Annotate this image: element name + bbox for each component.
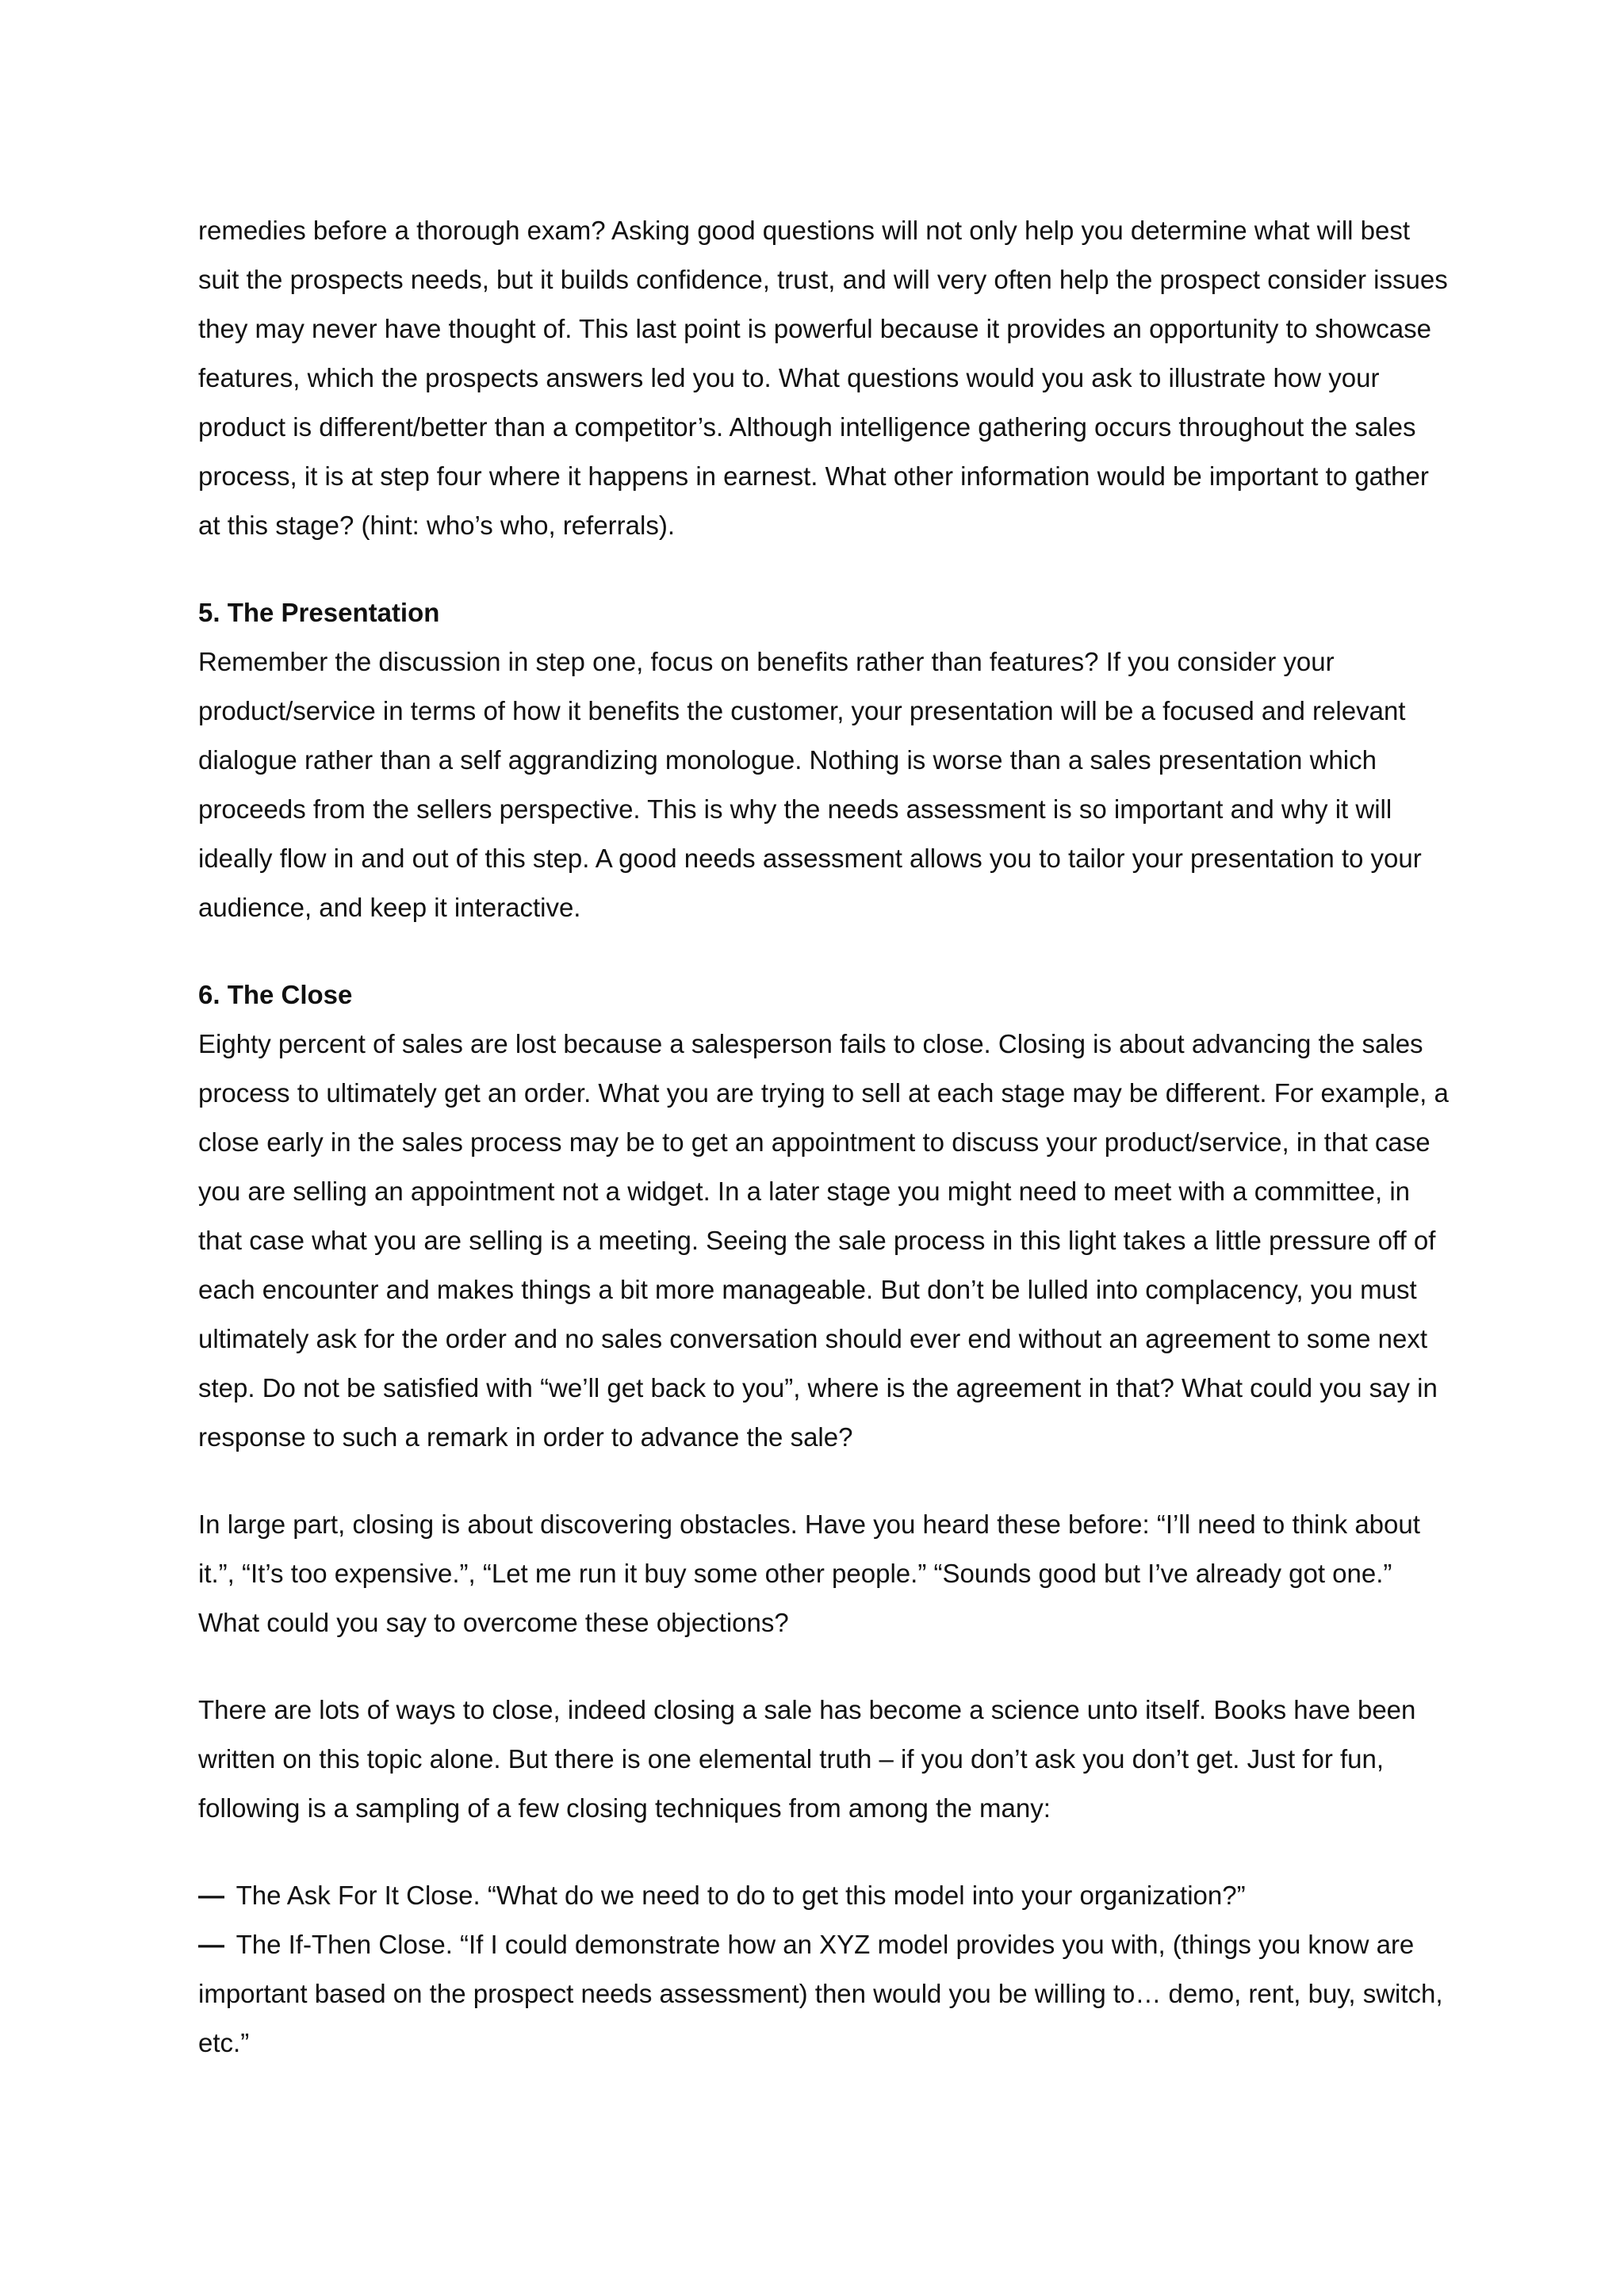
bullet-dash: — <box>198 1930 224 1959</box>
section-6-paragraph-2: In large part, closing is about discovering obstacles. Have you heard these before: “I’ll need to think about it.”, “It’s too expensive.”, “Let me run it buy some other people.” “Sounds good but I’ve already got one.” What could you say to overcome these objections? <box>198 1510 1420 1637</box>
intro-paragraph: remedies before a thorough exam? Asking good questions will not only help you determine what will best suit the prospects needs, but it builds confidence, trust, and will very often help the prospect consider issues they may never have thought of. This last point is powerful because it provides an opportunity to showcase features, which the prospects answers led you to. What questions would you ask to illustrate how your product is different/better than a competitor’s. Although intelligence gathering occurs throughout the sales process, it is at step four where it happens in earnest. What other information would be important to gather at this stage? (hint: who’s who, referrals). <box>198 216 1448 540</box>
closing-technique-item <box>198 1871 1451 1920</box>
document-page <box>198 206 1451 2068</box>
closing-technique-text: The Ask For It Close. “What do we need to do to get this model into your organization?” <box>236 1881 1246 1910</box>
closing-technique-text: The If-Then Close. “If I could demonstrate how an XYZ model provides you with, (things you know are important based on the prospect needs assessment) then would you be willing to… demo, rent, buy, switch, etc.” <box>198 1930 1443 2057</box>
section-6-paragraph-1: Eighty percent of sales are lost because a salesperson fails to close. Closing is about advancing the sales process to ultimately get an order. What you are trying to sell at each stage may be different. For example, a close early in the sales process may be to get an appointment to discuss your product/service, in that case you are selling an appointment not a widget. In a later stage you might need to meet with a committee, in that case what you are selling is a meeting. Seeing the sale process in this light takes a little pressure off of each encounter and makes things a bit more manageable. But don’t be lulled into complacency, you must ultimately ask for the order and no sales conversation should ever end without an agreement to some next step. Do not be satisfied with “we’ll get back to you”, where is the agreement in that? What could you say in response to such a remark in order to advance the sale? <box>198 1029 1449 1452</box>
section-5-heading: 5. The Presentation <box>198 598 440 627</box>
bullet-dash: — <box>198 1881 224 1910</box>
closing-technique-item <box>198 1920 1451 2068</box>
section-6-heading: 6. The Close <box>198 980 353 1009</box>
section-6-paragraph-3: There are lots of ways to close, indeed closing a sale has become a science unto itself. Books have been written on this topic alone. But there is one elemental truth – if you don’t ask you don’t get. Just for fun, following is a sampling of a few closing techniques from among the many: <box>198 1695 1416 1823</box>
section-5-paragraph: Remember the discussion in step one, focus on benefits rather than features? If you consider your product/service in terms of how it benefits the customer, your presentation will be a focused and relevant dialogue rather than a self aggrandizing monologue. Nothing is worse than a sales presentation which proceeds from the sellers perspective. This is why the needs assessment is so important and why it will ideally flow in and out of this step. A good needs assessment allows you to tailor your presentation to your audience, and keep it interactive. <box>198 647 1422 922</box>
